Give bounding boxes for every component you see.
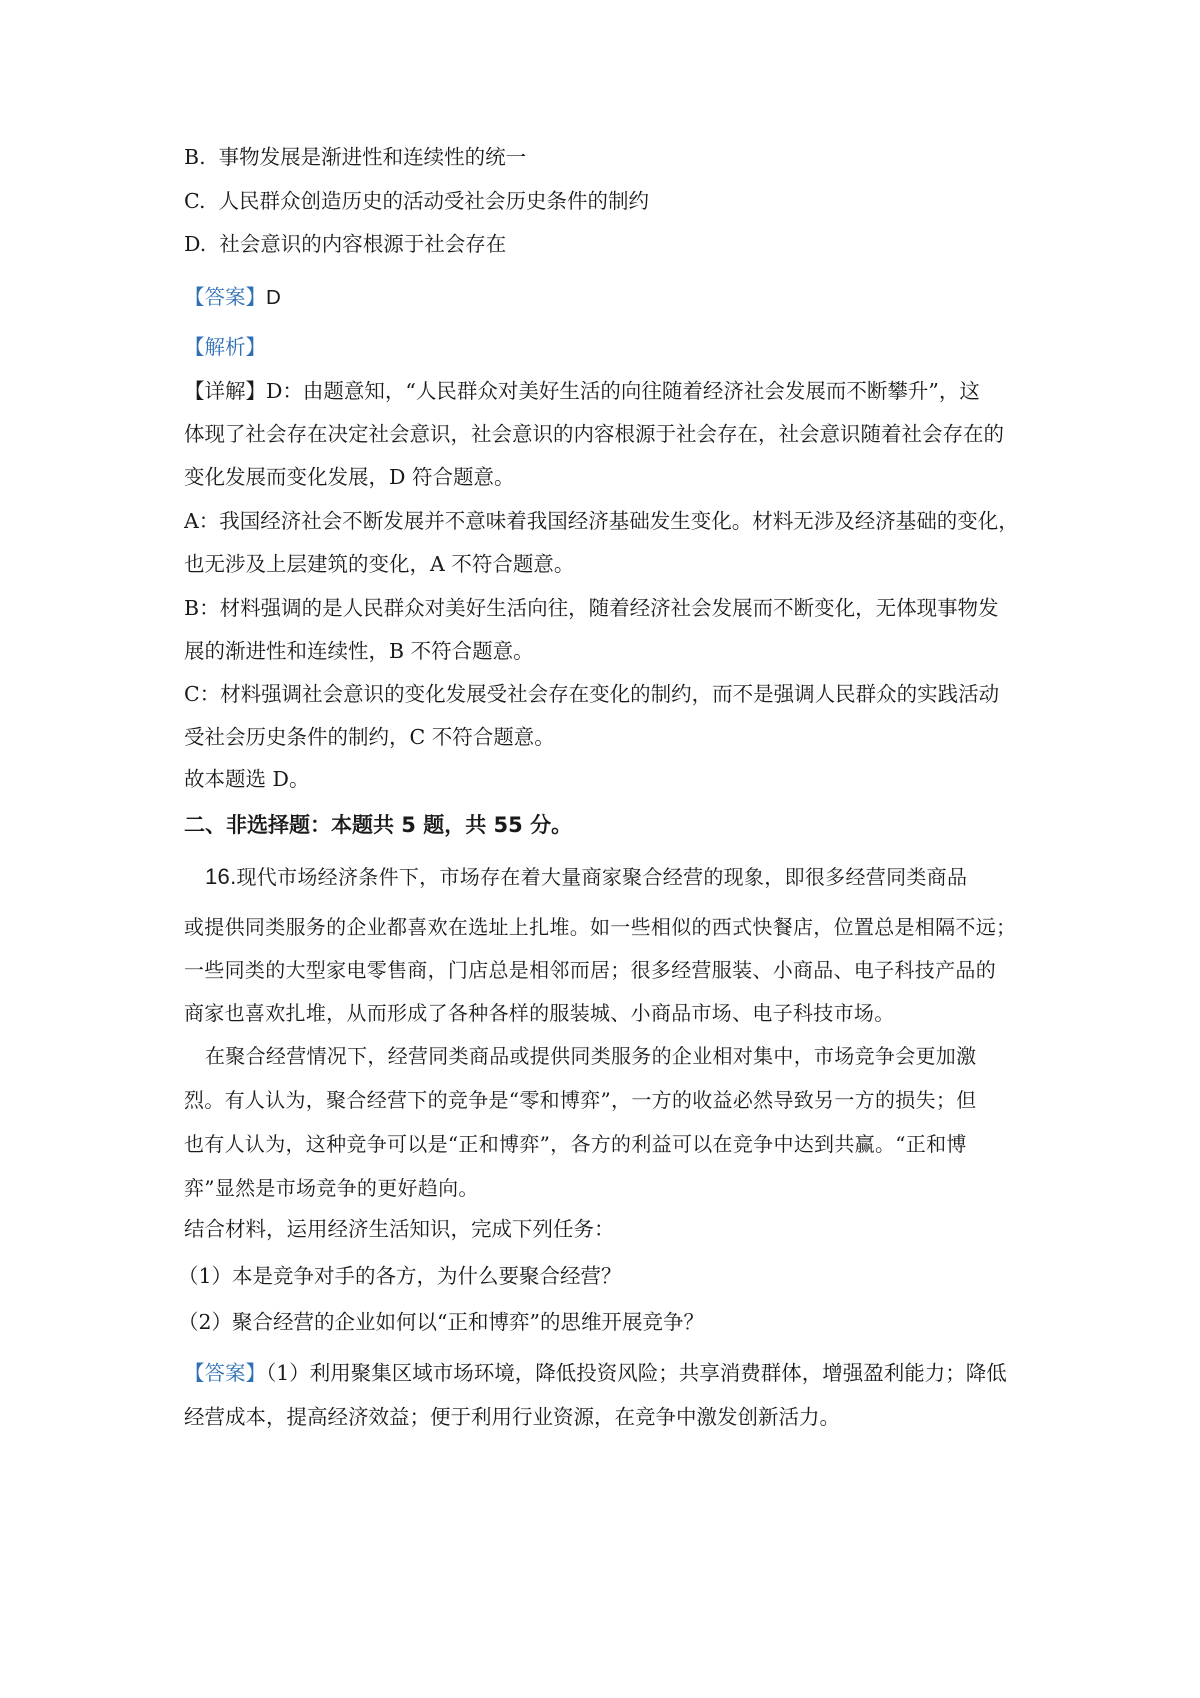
task-item: （1）本是竞争对手的各方，为什么要聚合经营？ (178, 1264, 622, 1288)
option-letter: D. (184, 232, 207, 256)
detail-label: 【详解】 (184, 379, 266, 403)
question-16-line: 烈。有人认为，聚合经营下的竞争是“零和博弈”，一方的收益必然导致另一方的损失；但 (184, 1088, 977, 1112)
detail-text: D：由题意知，“人民群众对美好生活的向往随着经济社会发展而不断攀升”，这 (266, 379, 980, 403)
detail-line: 受社会历史条件的制约，C 不符合题意。 (184, 725, 555, 749)
question-16-line (205, 862, 1035, 892)
option-text: 人民群众创造历史的活动受社会历史条件的制约 (218, 189, 650, 213)
task-item: （2）聚合经营的企业如何以“正和博弈”的思维开展竞争？ (178, 1310, 705, 1334)
option-c (184, 186, 1034, 216)
option-b (184, 142, 1034, 172)
task-intro: 结合材料，运用经济生活知识，完成下列任务： (184, 1217, 615, 1241)
question-number: 16. (205, 864, 237, 889)
section-heading: 二、非选择题：本题共 5 题，共 55 分。 (184, 813, 573, 837)
detail-line: C：材料强调社会意识的变化发展受社会存在变化的制约，而不是强调人民群众的实践活动 (184, 682, 1000, 706)
option-text: 事物发展是渐进性和连续性的统一 (218, 145, 527, 169)
detail-line: A：我国经济社会不断发展并不意味着我国经济基础发生变化。材料无涉及经济基础的变化， (184, 509, 1019, 533)
detail-line: 变化发展而变化发展，D 符合题意。 (184, 465, 515, 489)
answer-label: 【答案】 (184, 285, 266, 309)
detail-line: B：材料强调的是人民群众对美好生活向往，随着经济社会发展而不断变化，无体现事物发 (184, 596, 999, 620)
option-text: 社会意识的内容根源于社会存在 (219, 232, 507, 256)
question-16-line: 一些同类的大型家电零售商，门店总是相邻而居；很多经营服装、小商品、电子科技产品的 (184, 958, 996, 982)
detail-line: 也无涉及上层建筑的变化，A 不符合题意。 (184, 552, 575, 576)
question-16-line: 或提供同类服务的企业都喜欢在选址上扎堆。如一些相似的西式快餐店，位置总是相隔不远； (184, 915, 1017, 939)
question-16-line: 弈”显然是市场竞争的更好趋向。 (184, 1176, 479, 1200)
answer-line (184, 282, 1034, 313)
question-16-line: 商家也喜欢扎堆，从而形成了各种各样的服装城、小商品市场、电子科技市场。 (184, 1001, 895, 1025)
answer-2-line: 经营成本，提高经济效益；便于利用行业资源，在竞争中激发创新活力。 (184, 1405, 840, 1429)
answer-text: （1）利用聚集区域市场环境，降低投资风险；共享消费群体，增强盈利能力；降低 (266, 1361, 1007, 1385)
option-letter: B. (184, 145, 206, 169)
detail-line (184, 376, 1034, 406)
question-text: 现代市场经济条件下，市场存在着大量商家聚合经营的现象，即很多经营同类商品 (236, 865, 968, 889)
answer-label: 【答案】 (184, 1361, 266, 1385)
detail-line: 体现了社会存在决定社会意识，社会意识的内容根源于社会存在，社会意识随着社会存在的 (184, 422, 1004, 446)
option-letter: C. (184, 189, 206, 213)
question-16-line: 也有人认为，这种竞争可以是“正和博弈”，各方的利益可以在竞争中达到共赢。“正和博 (184, 1132, 967, 1156)
detail-line: 展的渐进性和连续性，B 不符合题意。 (184, 639, 534, 663)
option-d (184, 229, 1034, 259)
question-16-line: 在聚合经营情况下，经营同类商品或提供同类服务的企业相对集中，市场竞争会更加激 (205, 1044, 977, 1068)
detail-line: 故本题选 D。 (184, 767, 310, 791)
analysis-label: 【解析】 (184, 335, 266, 359)
answer-2-line (184, 1358, 1034, 1388)
answer-value: D (266, 286, 281, 309)
